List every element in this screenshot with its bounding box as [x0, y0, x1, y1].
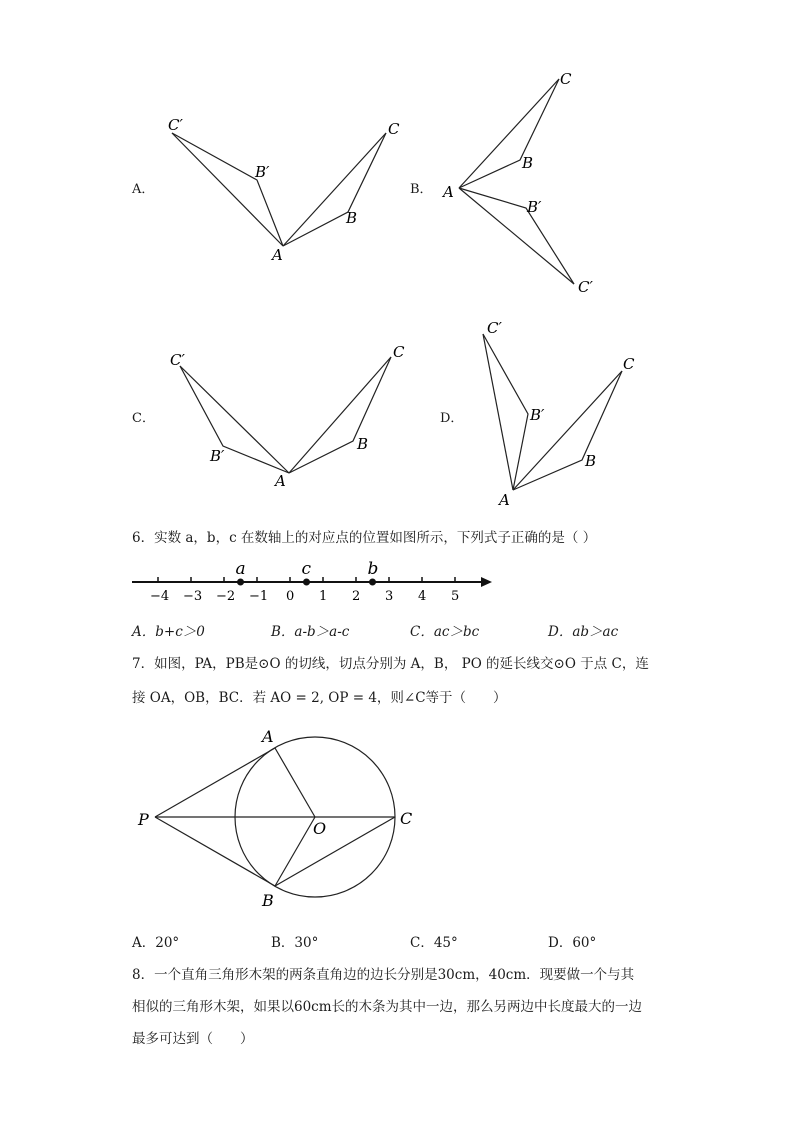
tick-label: −2	[216, 589, 236, 604]
tick-label: 5	[451, 589, 460, 604]
point-label: B	[346, 209, 358, 227]
tick-label: 4	[418, 589, 427, 604]
choice-a: A．20°	[132, 935, 180, 951]
point-label: B′	[527, 198, 542, 216]
point-label: C′	[487, 319, 502, 337]
q8-line1: 8．一个直角三角形木架的两条直角边的边长分别是30cm，40cm．现要做一个与其	[132, 967, 635, 983]
tick-label: 3	[385, 589, 394, 604]
option-label: B．	[410, 182, 433, 197]
tick-label: −4	[150, 589, 170, 604]
point-label: C	[623, 355, 635, 373]
point-label-b: b	[367, 559, 379, 579]
q6-stem: 6．实数 a，b，c 在数轴上的对应点的位置如图所示，下列式子正确的是（ ）	[132, 530, 597, 546]
choice-d: D．ab＞ac	[548, 624, 619, 640]
choice-a: A．b+c＞0	[132, 624, 205, 640]
option-label: D．	[440, 411, 464, 426]
point-label: A	[262, 727, 274, 746]
point-label: B	[522, 154, 534, 172]
point-label: A	[499, 491, 510, 509]
q7-stem-line1: 7．如图，PA，PB是⊙O 的切线，切点分别为 A，B， PO 的延长线交⊙O 于点 C，连	[132, 656, 649, 672]
point-label: A	[275, 472, 286, 490]
point-label-c: c	[301, 559, 312, 579]
point-label: B	[262, 891, 274, 910]
point-label: P	[138, 810, 149, 829]
choice-b: B．30°	[271, 935, 319, 951]
point-label: C	[393, 343, 405, 361]
tick-label: 0	[286, 589, 295, 604]
point-c	[303, 579, 310, 586]
point-label: C′	[578, 278, 593, 296]
tick-label: 2	[352, 589, 361, 604]
tick-label: −3	[183, 589, 203, 604]
tick-label: 1	[319, 589, 328, 604]
point-label: B	[357, 435, 369, 453]
choice-b: B．a-b＞a-c	[271, 624, 350, 640]
point-label: O	[313, 819, 327, 838]
choice-c: C．45°	[410, 935, 458, 951]
point-label: C	[560, 70, 572, 88]
point-label: C′	[170, 351, 185, 369]
point-a	[237, 579, 244, 586]
point-label: C	[388, 120, 400, 138]
point-label: C	[400, 809, 413, 828]
point-label: A	[272, 246, 283, 264]
choice-c: C．ac＞bc	[410, 624, 480, 640]
point-label: B	[585, 452, 597, 470]
point-label: B′	[210, 447, 225, 465]
point-label: A	[443, 183, 454, 201]
q7-stem-line2: 接 OA，OB，BC．若 AO = 2, OP = 4，则∠C等于（ ）	[132, 690, 507, 706]
option-label: C．	[132, 411, 155, 426]
choice-d: D．60°	[548, 935, 597, 951]
q8-line3: 最多可达到（ ）	[132, 1031, 254, 1047]
arrow-icon	[481, 577, 492, 587]
circle-figure	[0, 720, 794, 920]
point-b	[369, 579, 376, 586]
point-label-a: a	[235, 559, 246, 579]
point-label: B′	[530, 406, 545, 424]
point-label: B′	[255, 163, 270, 181]
number-line	[0, 555, 794, 605]
option-label: A．	[132, 182, 155, 197]
point-label: C′	[168, 116, 183, 134]
tick-label: −1	[249, 589, 269, 604]
figure-option-d	[0, 0, 794, 540]
q8-line2: 相似的三角形木架，如果以60cm长的木条为其中一边，那么另两边中长度最大的一边	[132, 999, 643, 1015]
